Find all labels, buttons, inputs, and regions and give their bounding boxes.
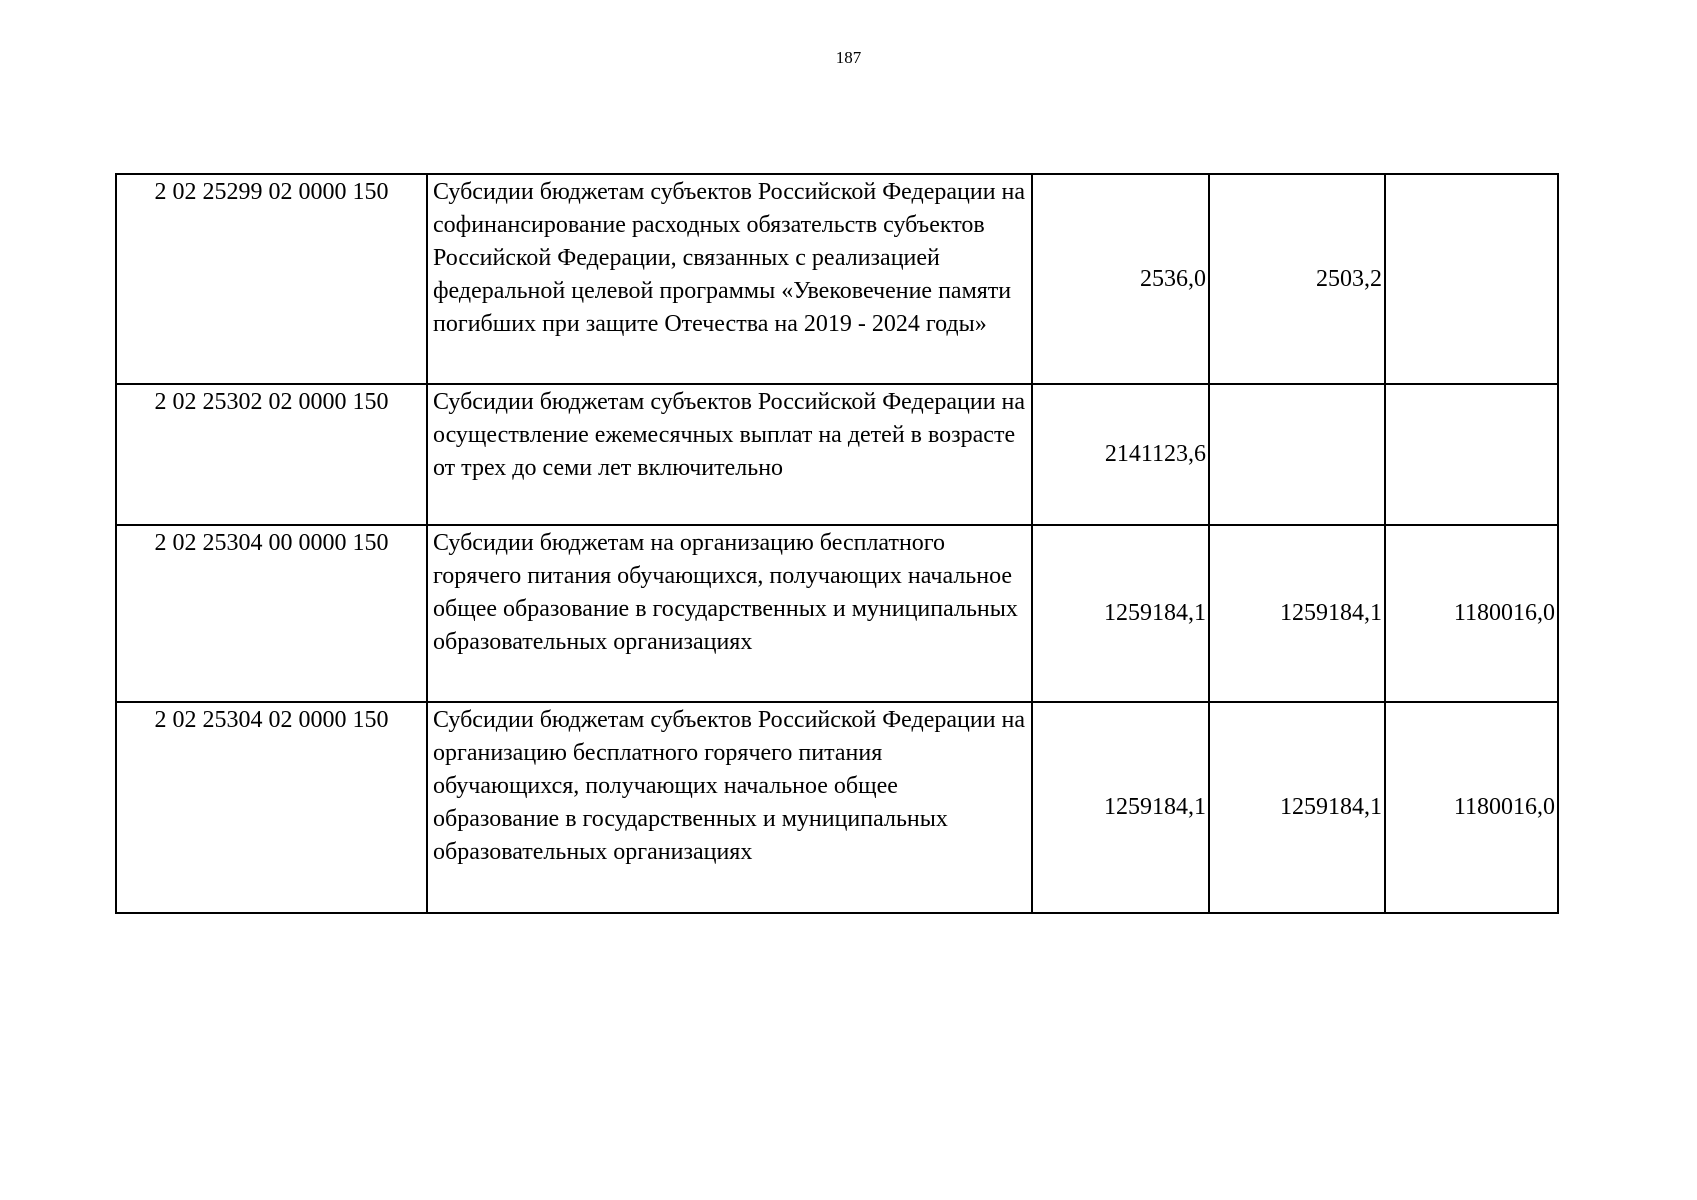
value-cell-1: 1259184,1	[1032, 525, 1209, 702]
budget-revenue-table	[115, 173, 1559, 914]
page-number: 187	[835, 48, 862, 67]
value-cell-1: 2536,0	[1032, 174, 1209, 384]
value-cell-3	[1385, 174, 1558, 384]
budget-code-cell: 2 02 25302 02 0000 150	[116, 384, 427, 525]
item-name-cell: Субсидии бюджетам субъектов Российской Федерации на осуществление ежемесячных выплат на детей в возрасте от трех до семи лет включительно	[427, 384, 1032, 525]
budget-code-cell: 2 02 25304 02 0000 150	[116, 702, 427, 913]
table-row	[116, 174, 1558, 384]
value-cell-3: 1180016,0	[1385, 525, 1558, 702]
item-name-cell: Субсидии бюджетам субъектов Российской Федерации на организацию бесплатного горячего питания обучающихся, получающих начальное общее образование в государственных и муниципальных образовательных организациях	[427, 702, 1032, 913]
value-cell-2: 1259184,1	[1209, 525, 1385, 702]
value-cell-3: 1180016,0	[1385, 702, 1558, 913]
value-cell-1: 2141123,6	[1032, 384, 1209, 525]
value-cell-2: 1259184,1	[1209, 702, 1385, 913]
table-row	[116, 702, 1558, 913]
value-cell-3	[1385, 384, 1558, 525]
item-name-cell: Субсидии бюджетам субъектов Российской Федерации на софинансирование расходных обязательств субъектов Российской Федерации, связанных с реализацией федеральной целевой программы «Увековечение памяти погибших при защите Отечества на 2019 - 2024 годы»	[427, 174, 1032, 384]
budget-code-cell: 2 02 25299 02 0000 150	[116, 174, 427, 384]
budget-code-cell: 2 02 25304 00 0000 150	[116, 525, 427, 702]
table-row	[116, 384, 1558, 525]
value-cell-1: 1259184,1	[1032, 702, 1209, 913]
item-name-cell: Субсидии бюджетам на организацию бесплатного горячего питания обучающихся, получающих начальное общее образование в государственных и муниципальных образовательных организациях	[427, 525, 1032, 702]
table-row	[116, 525, 1558, 702]
value-cell-2	[1209, 384, 1385, 525]
value-cell-2: 2503,2	[1209, 174, 1385, 384]
